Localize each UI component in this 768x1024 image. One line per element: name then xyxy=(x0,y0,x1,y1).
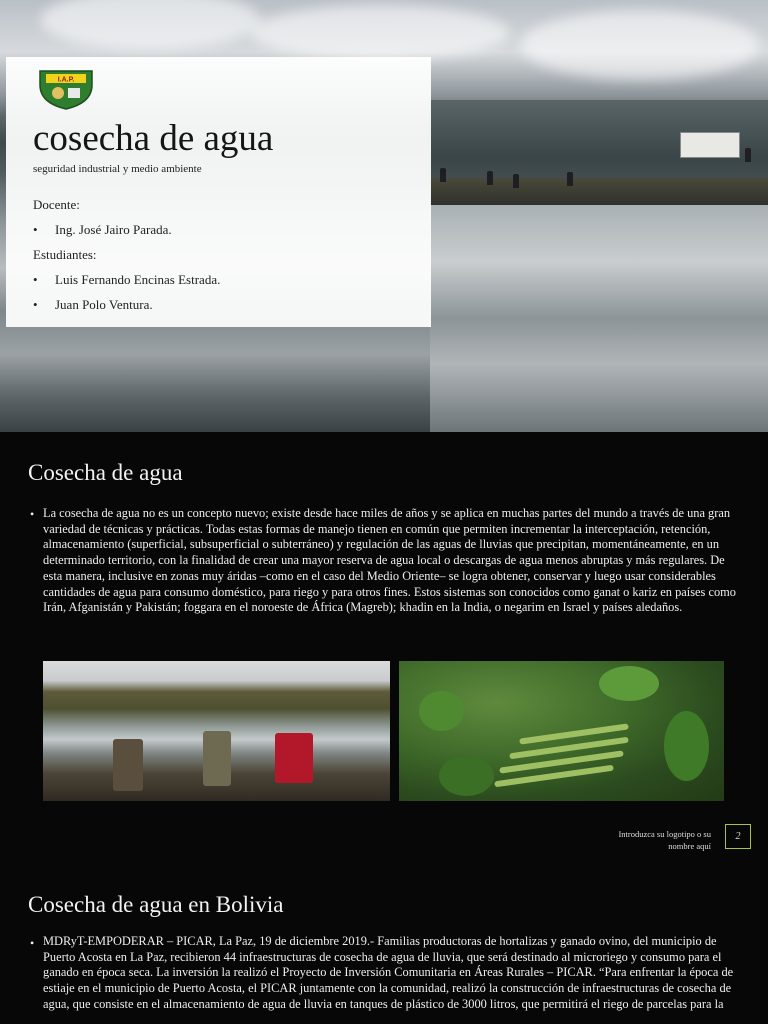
person xyxy=(567,172,573,186)
docente-name: Ing. José Jairo Parada. xyxy=(55,222,172,237)
reservoir-sign xyxy=(680,132,740,158)
cloud xyxy=(520,10,760,80)
institution-logo xyxy=(36,65,96,111)
slide-paragraph: MDRyT-EMPODERAR – PICAR, La Paz, 19 de diciembre 2019.- Familias productoras de hortalizas y ganado ovino, del municipio de Puerto Acosta en La Paz, recibieron 44 infraestructuras de cosecha de agua de lluvia, que será destinado al microriego y consumo para el ganado en época seca. La inversión la realizó el Proyecto de Inversión Comunitaria en Áreas Rurales – PICAR. “Para enfrentar la época de estiaje en el municipio de Puerto Acosta, el PICAR juntamente con la comunidad, realizó la construcción de infraestructuras de cosecha de agua, que consiste en el almacenamiento de agua de lluvia en tanques de plástico de 3000 litros, que permitirá el riego de parcelas para la xyxy=(43,934,734,1011)
presentation-title: cosecha de agua xyxy=(33,118,274,159)
reservoir-water xyxy=(430,205,768,432)
person xyxy=(745,148,751,162)
photo-people-at-pond xyxy=(43,661,390,801)
content-slide-bolivia xyxy=(0,864,768,1024)
tree xyxy=(419,691,464,731)
bullet: • xyxy=(33,272,38,287)
student-name: Juan Polo Ventura. xyxy=(55,297,153,312)
title-panel xyxy=(6,57,431,327)
slide-heading: Cosecha de agua en Bolivia xyxy=(28,892,284,917)
footer-logo-placeholder: Introduzca su logotipo o su nombre aquí xyxy=(618,829,711,851)
bullet: • xyxy=(33,222,38,237)
slide-heading: Cosecha de agua xyxy=(28,460,183,485)
bullet: • xyxy=(30,936,35,950)
cloud xyxy=(250,5,510,60)
page-number: 2 xyxy=(725,824,751,849)
tree xyxy=(599,666,659,701)
docente-label: Docente: xyxy=(33,197,80,212)
student-name: Luis Fernando Encinas Estrada. xyxy=(55,272,221,287)
content-slide-cosecha xyxy=(0,432,768,864)
photo-terraced-hillside xyxy=(399,661,724,801)
estudiantes-label: Estudiantes: xyxy=(33,247,97,262)
person-figure xyxy=(203,731,231,786)
presentation-subtitle: seguridad industrial y medio ambiente xyxy=(33,163,202,175)
bullet: • xyxy=(33,297,38,312)
cloud xyxy=(40,0,260,50)
slide-paragraph: La cosecha de agua no es un concepto nuevo; existe desde hace miles de años y se aplica en muchas partes del mundo a través de una gran variedad de técnicas y prácticas. Todas estas formas de manejo tienen en común que permiten incrementar la interceptación, retención, almacenamiento (superficial, subsuperficial o subterráneo) y regulación de las aguas de lluvias que precipitan, momentáneamente, en un determinado territorio, con la finalidad de crear una mayor reserva de agua local o descargas de agua menos abruptas y más regulares. De esta manera, inclusive en zonas muy áridas –como en el caso del Medio Oriente– se logra obtener, conservar y luego usar considerables cantidades de agua para consumo doméstico, para riego y para otros fines. Estos sistemas son conocidos como ganat o kariz en países como Irán, Afganistán y Pakistán; foggara en el noroeste de África (Magreb); khadin en la India, o negarim en Israel y países aledaños. xyxy=(43,506,736,615)
person xyxy=(440,168,446,182)
person xyxy=(487,171,493,185)
tree xyxy=(664,711,709,781)
person xyxy=(513,174,519,188)
logo-text: I.A.P. xyxy=(57,76,75,84)
person-figure xyxy=(275,733,313,783)
tree xyxy=(439,756,494,796)
bullet: • xyxy=(30,507,35,521)
title-slide xyxy=(0,0,768,432)
reservoir-shore xyxy=(430,178,768,208)
person-figure xyxy=(113,739,143,791)
